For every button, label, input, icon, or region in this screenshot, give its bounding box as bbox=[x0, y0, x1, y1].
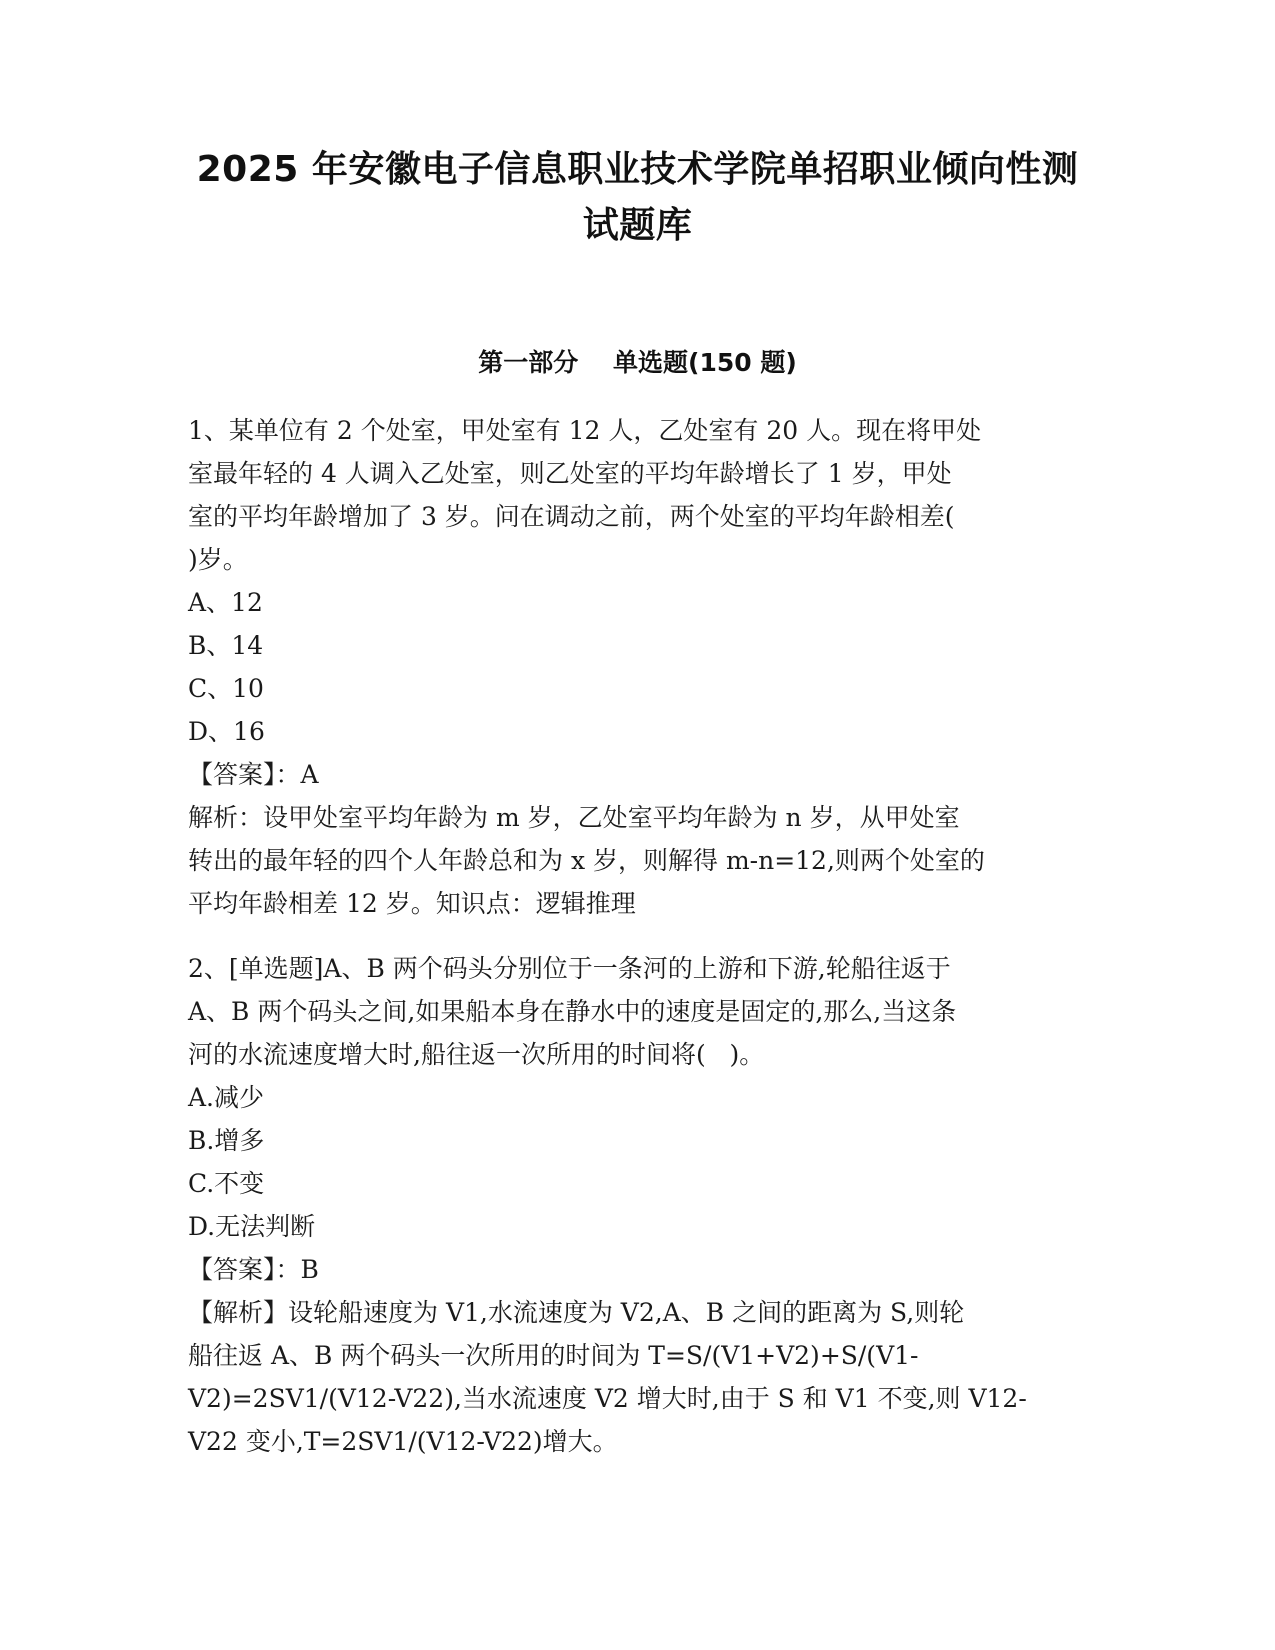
option-d: D、16 bbox=[188, 717, 265, 746]
option-b: B、14 bbox=[188, 631, 264, 660]
explanation-line: 船往返 A、B 两个码头一次所用的时间为 T=S/(V1+V2)+S/(V1- bbox=[188, 1341, 919, 1370]
question-stem-line: 2、[单选题]A、B 两个码头分别位于一条河的上游和下游,轮船往返于 bbox=[188, 954, 951, 983]
explanation-line: 平均年龄相差 12 岁。知识点：逻辑推理 bbox=[188, 889, 636, 918]
answer-line: 【答案】：B bbox=[188, 1255, 319, 1284]
option-c: C.不变 bbox=[188, 1169, 265, 1198]
explanation-line: V22 变小,T=2SV1/(V12-V22)增大。 bbox=[188, 1427, 618, 1456]
explanation-line: 【解析】设轮船速度为 V1,水流速度为 V2,A、B 之间的距离为 S,则轮 bbox=[188, 1298, 965, 1327]
question-stem bbox=[188, 409, 1088, 581]
question-options bbox=[188, 581, 1088, 753]
explanation bbox=[188, 796, 1088, 925]
explanation-line: 转出的最年轻的四个人年龄总和为 x 岁，则解得 m-n=12,则两个处室的 bbox=[188, 846, 985, 875]
explanation-line: V2)=2SV1/(V12-V22),当水流速度 V2 增大时,由于 S 和 V1 不变,则 V12- bbox=[188, 1384, 1027, 1413]
document-title bbox=[180, 142, 1095, 254]
question-2 bbox=[188, 947, 1088, 1463]
explanation bbox=[188, 1291, 1088, 1463]
question-stem-line: 河的水流速度增大时,船往返一次所用的时间将( )。 bbox=[188, 1040, 765, 1069]
question-stem-line: )岁。 bbox=[188, 545, 248, 574]
question-stem-line: A、B 两个码头之间,如果船本身在静水中的速度是固定的,那么,当这条 bbox=[188, 997, 957, 1026]
question-1 bbox=[188, 409, 1088, 925]
option-d: D.无法判断 bbox=[188, 1212, 316, 1241]
question-stem bbox=[188, 947, 1088, 1076]
section-heading: 第一部分 单选题(150 题) bbox=[478, 348, 797, 377]
question-stem-line: 室的平均年龄增加了 3 岁。问在调动之前，两个处室的平均年龄相差( bbox=[188, 502, 955, 531]
document-title-line-2: 试题库 bbox=[582, 205, 693, 246]
question-options bbox=[188, 1076, 1088, 1248]
option-a: A.减少 bbox=[188, 1083, 265, 1112]
document-title-line-1: 2025 年安徽电子信息职业技术学院单招职业倾向性测 bbox=[196, 149, 1079, 190]
option-a: A、12 bbox=[188, 588, 263, 617]
option-b: B.增多 bbox=[188, 1126, 265, 1155]
answer-line: 【答案】：A bbox=[188, 760, 319, 789]
explanation-line: 解析：设甲处室平均年龄为 m 岁，乙处室平均年龄为 n 岁，从甲处室 bbox=[188, 803, 960, 832]
question-stem-line: 1、某单位有 2 个处室，甲处室有 12 人，乙处室有 20 人。现在将甲处 bbox=[188, 416, 982, 445]
question-stem-line: 室最年轻的 4 人调入乙处室，则乙处室的平均年龄增长了 1 岁，甲处 bbox=[188, 459, 952, 488]
option-c: C、10 bbox=[188, 674, 264, 703]
